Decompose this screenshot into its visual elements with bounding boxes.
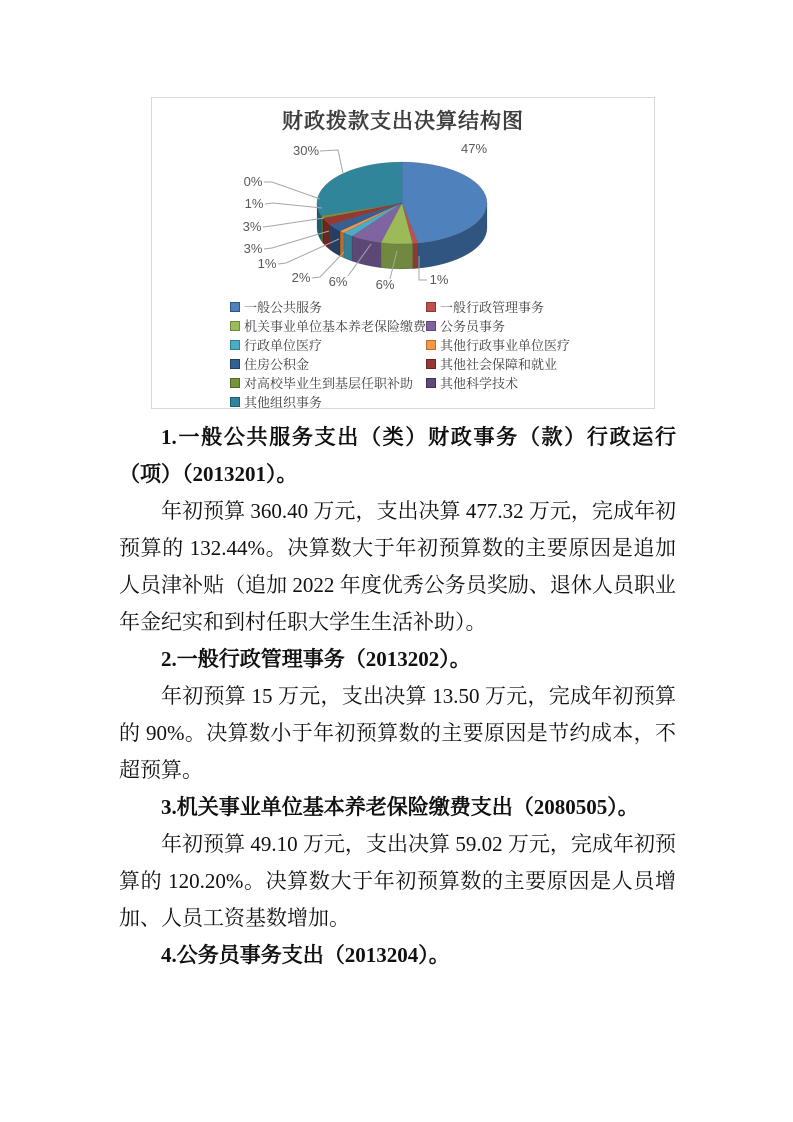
legend-swatch-icon [426,340,436,350]
legend-label: 对高校毕业生到基层任职补助 [244,376,414,391]
leader-line [264,231,329,249]
leader-line [264,182,320,199]
pie-percent-label: 1% [429,272,449,287]
pie-slice-side [344,233,352,261]
legend-swatch-icon [426,302,436,312]
legend-swatch-icon [230,397,240,407]
legend-swatch-icon [230,359,240,369]
legend-item [230,335,426,354]
pie-slice-side [381,243,413,269]
leader-line [265,203,322,208]
legend-swatch-icon [230,378,240,388]
legend-label: 其他科学技术 [440,376,519,391]
legend-label: 其他行政事业单位医疗 [440,338,571,353]
legend-item [426,316,570,335]
legend-label: 住房公积金 [244,357,310,372]
pie-percent-label: 3% [242,219,262,234]
legend-item [426,335,570,354]
legend-item [426,297,570,316]
legend-swatch-icon [426,359,436,369]
pie-percent-label: 47% [460,141,488,156]
legend-label: 一般公共服务 [244,300,323,315]
legend-swatch-icon [230,321,240,331]
pie-percent-label: 6% [375,277,395,292]
leader-line [320,150,343,173]
pie-percent-label: 1% [244,196,264,211]
pie-slice-side [321,216,323,243]
pie-percent-label: 0% [243,174,263,189]
pie-percent-label: 30% [292,143,320,158]
pie-slice-side [413,243,418,268]
chart-legend [230,297,570,411]
legend-swatch-icon [426,321,436,331]
section-3-body: 年初预算 49.10 万元，支出决算 59.02 万元，完成年初预算的 120.20%。决算数大于年初预算数的主要原因是人员增加、人员工资基数增加。 [119,832,676,930]
legend-item [426,354,570,373]
fiscal-expenditure-pie-chart [151,97,655,409]
legend-label: 机关事业单位基本养老保险缴费 [244,319,427,334]
pie-percent-label: 3% [243,241,263,256]
section-1-body: 年初预算 360.40 万元，支出决算 477.32 万元，完成年初预算的 132.44%。决算数大于年初预算数的主要原因是追加人员津补贴（追加 2022 年度优秀公务员奖励、退休人员职业年金纪实和到村任职大学生生活补助）。 [119,499,676,634]
pie-percent-label: 6% [328,274,348,289]
section-2-heading: 2.一般行政管理事务（2013202）。 [161,647,471,671]
leader-line [263,218,324,227]
legend-label: 其他社会保障和就业 [440,357,558,372]
legend-item [230,297,426,316]
legend-item [230,354,426,373]
legend-item [426,373,570,392]
legend-label: 其他组织事务 [244,395,323,410]
pie-percent-label: 1% [257,256,277,271]
legend-item [230,392,426,411]
pie-percent-label: 2% [291,270,311,285]
document-text [119,419,676,974]
leader-line [278,239,339,264]
section-4-heading: 4.公务员事务支出（2013204）。 [161,943,450,967]
legend-item [230,373,426,392]
legend-label: 公务员事务 [440,319,506,334]
legend-swatch-icon [230,340,240,350]
section-2-body: 年初预算 15 万元，支出决算 13.50 万元，完成年初预算的 90%。决算数小于年初预算数的主要原因是节约成本，不超预算。 [119,684,676,782]
legend-label: 行政单位医疗 [244,338,323,353]
section-1-heading: 1.一般公共服务支出（类）财政事务（款）行政运行（项）（2013201）。 [119,425,676,486]
section-3-heading: 3.机关事业单位基本养老保险缴费支出（2080505）。 [161,795,639,819]
legend-swatch-icon [230,302,240,312]
chart-title: 财政拨款支出决算结构图 [282,110,524,133]
legend-item [230,316,426,335]
legend-label: 一般行政管理事务 [440,300,545,315]
legend-swatch-icon [426,378,436,388]
